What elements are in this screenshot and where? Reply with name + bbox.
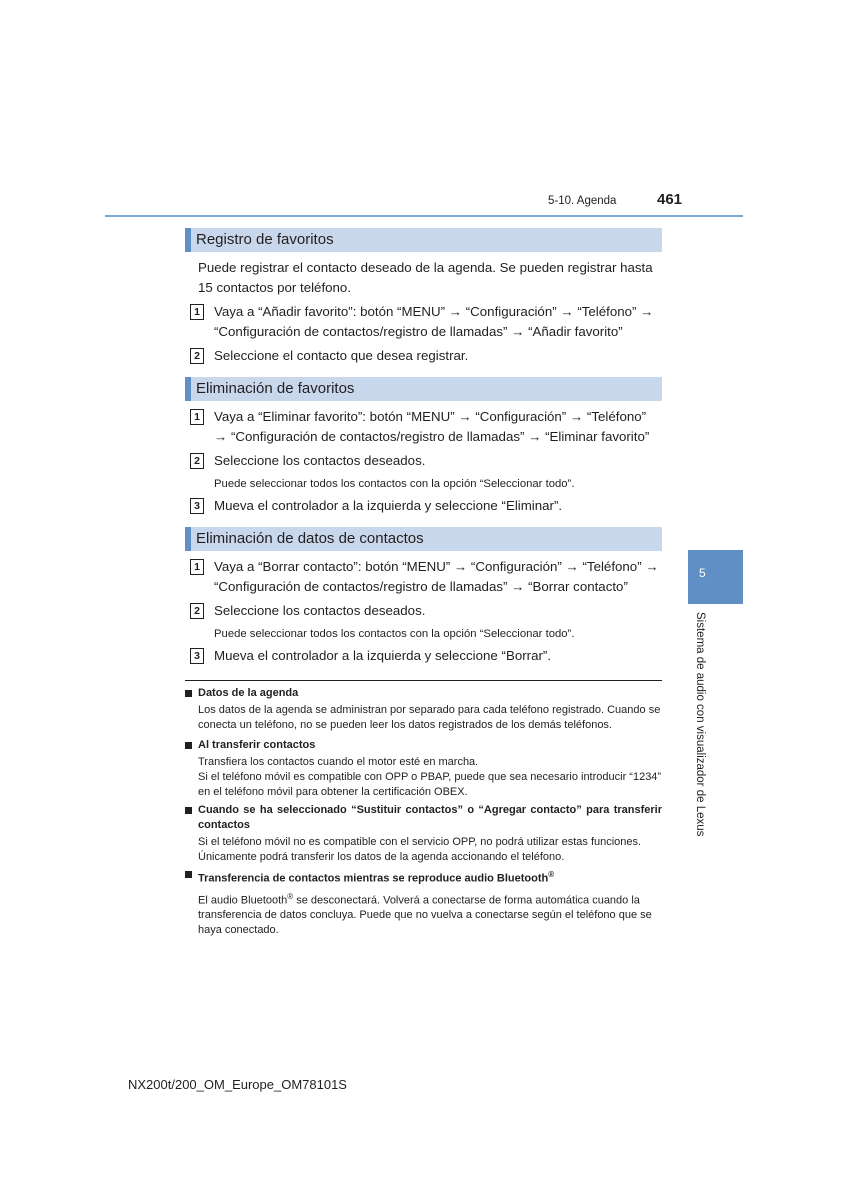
step-note: Puede seleccionar todos los contactos con la opción “Seleccionar todo”. [214,478,575,490]
step-number: 2 [190,603,204,619]
step-text: Vaya a “Eliminar favorito”: botón “MENU” → “Configuración” → “Teléfono” → “Configuración de contactos/registro de llamadas” → “Eliminar favorito” [214,409,650,444]
note-title: Transferencia de contactos mientras se reproduce audio Bluetooth [198,872,549,885]
step [190,451,662,471]
bullet-square-icon [185,871,192,878]
section-header-bar [185,228,191,252]
note-title-wrap [185,686,662,701]
step-text: Mueva el controlador a la izquierda y seleccione “Eliminar”. [214,498,563,513]
step-text: Seleccione el contacto que desea registrar. [214,348,469,363]
step-number: 3 [190,648,204,664]
note-title-wrap [185,867,662,887]
step [190,346,662,366]
step-text: Vaya a “Borrar contacto”: botón “MENU” → “Configuración” → “Teléfono” → “Configuración de contactos/registro de llamadas” → “Borrar contacto” [214,559,659,594]
header-rule [105,215,743,217]
section-header-eliminacion-datos [185,527,662,551]
note-body-2: Si el teléfono móvil es compatible con OPP o PBAP, puede que sea necesario introducir “1234” en el teléfono móvil para obtener la certificación OBEX. [198,771,662,798]
section-title: Registro de favoritos [196,231,334,248]
section-intro: Puede registrar el contacto deseado de la agenda. Se pueden registrar hasta 15 contactos por teléfono. [198,260,653,295]
note-bluetooth [185,867,662,938]
step [190,496,662,516]
step-number: 1 [190,559,204,575]
step [190,407,662,446]
note-title-wrap [185,803,662,833]
bullet-square-icon [185,742,192,749]
step-text: Vaya a “Añadir favorito”: botón “MENU” → “Configuración” → “Teléfono” → “Configuración de contactos/registro de llamadas” → “Añadir favorito” [214,304,654,339]
note-body-b: se desconectará. Volverá a conectarse de forma automática cuando la transferencia de datos concluya. Puede que no vuelva a conectarse según el teléfono que se haya conectado. [198,894,652,937]
step [190,557,662,596]
note-datos-agenda [185,686,662,733]
section-header-registro [185,228,662,252]
notes-divider [185,680,662,681]
step-text: Mueva el controlador a la izquierda y seleccione “Borrar”. [214,648,552,663]
note-body: Si el teléfono móvil no es compatible con el servicio OPP, no podrá utilizar estas funciones. Únicamente podrá transferir los datos de la agenda accionando el teléfono. [198,836,642,863]
step [190,302,662,341]
note-title: Cuando se ha seleccionado “Sustituir contactos” o “Agregar contacto” para transferir contactos [198,804,662,831]
chapter-tab [688,550,743,604]
step-number: 2 [190,348,204,364]
note-title: Datos de la agenda [198,687,299,699]
page-number: 461 [657,191,683,208]
note-body: Transfiera los contactos cuando el motor esté en marcha. [198,756,479,768]
note-body [185,889,662,939]
section-header-bar [185,377,191,401]
registered-mark: ® [548,870,555,879]
footer-doc-id: NX200t/200_OM_Europe_OM78101S [128,1077,347,1092]
step-number: 1 [190,304,204,320]
step-number: 1 [190,409,204,425]
note-title-wrap [185,738,662,753]
note-body-a: El audio Bluetooth [198,894,288,907]
note-transferir [185,738,662,800]
registered-mark: ® [287,891,294,901]
bullet-square-icon [185,690,192,697]
note-body: Los datos de la agenda se administran por separado para cada teléfono registrado. Cuando se conecta un teléfono, no se pueden leer los datos registrados de los demás teléfonos. [198,704,661,731]
chapter-number: 5 [699,566,706,580]
section-header-bar [185,527,191,551]
step-number: 3 [190,498,204,514]
bullet-square-icon [185,807,192,814]
step [190,646,662,666]
note-title: Al transferir contactos [198,739,316,751]
section-title: Eliminación de datos de contactos [196,530,424,547]
section-header-eliminacion-favoritos [185,377,662,401]
header-section-label: 5-10. Agenda [548,195,617,207]
step [190,601,662,621]
step-number: 2 [190,453,204,469]
section-title: Eliminación de favoritos [196,380,355,397]
step-note: Puede seleccionar todos los contactos con la opción “Seleccionar todo”. [214,628,575,640]
step-text: Seleccione los contactos deseados. [214,453,426,468]
chapter-title-vertical: Sistema de audio con visualizador de Lexus [694,612,706,837]
step-text: Seleccione los contactos deseados. [214,603,426,618]
note-sustituir [185,803,662,865]
